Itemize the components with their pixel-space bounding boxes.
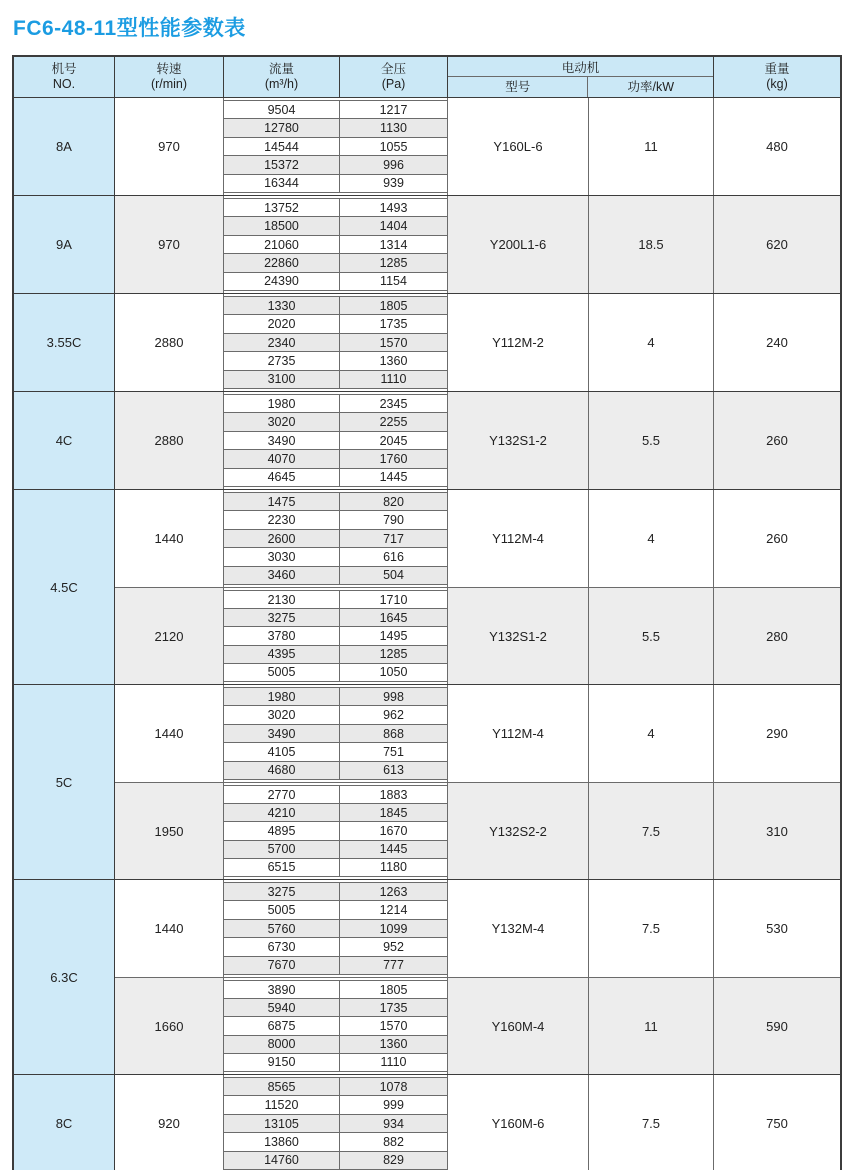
pressure-value: 996	[383, 157, 404, 172]
table-row	[224, 1114, 447, 1132]
table-row	[224, 412, 447, 430]
table-row	[224, 626, 447, 644]
section-rows	[115, 98, 840, 195]
motor-power-cell: 7.5	[589, 783, 714, 879]
table-row	[224, 333, 447, 351]
pressure-value: 1130	[380, 121, 407, 136]
table-row	[224, 510, 447, 528]
speed-subgroup	[115, 98, 840, 195]
machine-no-cell: 4.5C	[14, 490, 115, 684]
table-row	[224, 449, 447, 467]
weight-cell: 260	[714, 392, 840, 489]
flow-value: 1980	[224, 688, 340, 705]
speed-subgroup	[115, 685, 840, 782]
weight-cell: 310	[714, 783, 840, 879]
speed-subgroup	[115, 392, 840, 489]
table-row	[224, 858, 447, 876]
page-title: FC6-48-11型性能参数表	[13, 17, 246, 40]
pressure-value: 1710	[379, 592, 408, 607]
table-row	[224, 742, 447, 760]
motor-model-cell: Y160M-4	[448, 978, 589, 1074]
pressure-value: 1285	[379, 255, 408, 270]
header-flow	[224, 57, 340, 97]
section-rows	[115, 685, 840, 879]
flow-value: 3275	[224, 883, 340, 900]
flow-value: 13105	[224, 1115, 340, 1132]
speed-cell: 1660	[115, 978, 224, 1074]
header-motor-model: 型号	[448, 77, 588, 97]
table-row	[224, 1095, 447, 1113]
pressure-value: 751	[383, 744, 404, 759]
section-rows	[115, 880, 840, 1074]
pressure-value: 790	[383, 513, 404, 528]
flow-pressure-rows	[224, 590, 447, 682]
table-row	[224, 883, 447, 900]
table-row	[224, 1035, 447, 1053]
flow-value: 5005	[224, 664, 340, 681]
pressure-value: 1050	[379, 665, 408, 680]
section-rows	[115, 490, 840, 684]
speed-cell: 2880	[115, 294, 224, 391]
flow-pressure-rows	[224, 785, 447, 877]
pressure-value: 952	[383, 939, 404, 954]
table-row	[224, 786, 447, 803]
speed-subgroup	[115, 1075, 840, 1170]
table-row	[224, 216, 447, 234]
pressure-value: 1285	[379, 647, 408, 662]
pressure-value: 939	[383, 176, 404, 191]
header-weight-unit: (kg)	[766, 77, 788, 91]
flow-value: 3490	[224, 725, 340, 742]
pressure-value: 1805	[379, 982, 408, 997]
pressure-value: 1845	[379, 805, 408, 820]
pressure-value: 1214	[379, 903, 408, 918]
flow-value: 15372	[224, 156, 340, 173]
pressure-value: 1493	[379, 200, 408, 215]
speed-cell: 2120	[115, 588, 224, 684]
motor-model-cell: Y132S1-2	[448, 588, 589, 684]
table-row	[224, 956, 447, 974]
flow-value: 8000	[224, 1036, 340, 1053]
table-row	[224, 566, 447, 584]
flow-pressure-rows	[224, 1077, 447, 1170]
flow-value: 7670	[224, 957, 340, 974]
table-row	[224, 1132, 447, 1150]
pressure-value: 868	[383, 726, 404, 741]
flow-value: 13860	[224, 1133, 340, 1150]
table-body	[14, 97, 840, 1170]
flow-value: 8565	[224, 1078, 340, 1095]
flow-value: 4895	[224, 822, 340, 839]
table-row	[224, 1053, 447, 1071]
section-rows	[115, 294, 840, 391]
flow-pressure-rows	[224, 198, 447, 291]
pressure-value: 998	[383, 689, 404, 704]
table-row	[224, 468, 447, 486]
flow-value: 3020	[224, 706, 340, 723]
motor-power-cell: 7.5	[589, 880, 714, 977]
pressure-value: 1445	[379, 842, 408, 857]
motor-power-cell: 11	[589, 978, 714, 1074]
table-row	[224, 493, 447, 510]
pressure-value: 1404	[379, 219, 408, 234]
header-motor-power: 功率/kW	[627, 79, 674, 94]
pressure-value: 1445	[379, 470, 408, 485]
weight-cell: 290	[714, 685, 840, 782]
flow-value: 14760	[224, 1152, 340, 1169]
speed-subgroup	[115, 294, 840, 391]
flow-value: 5700	[224, 841, 340, 858]
header-machine-no-en: NO.	[52, 77, 76, 91]
flow-pressure-block	[224, 98, 448, 195]
flow-pressure-rows	[224, 882, 447, 975]
table-row	[224, 919, 447, 937]
table-header	[14, 57, 840, 97]
motor-power-cell: 4	[589, 685, 714, 782]
pressure-value: 613	[383, 763, 404, 778]
table-row	[224, 253, 447, 271]
header-flow-label: 流量	[268, 62, 294, 76]
pressure-value: 2345	[379, 396, 408, 411]
flow-pressure-block	[224, 978, 448, 1074]
flow-value: 4395	[224, 646, 340, 663]
header-speed-unit: (r/min)	[150, 77, 188, 91]
table-row	[224, 370, 447, 388]
flow-pressure-rows	[224, 687, 447, 780]
weight-cell: 480	[714, 98, 840, 195]
pressure-value: 1314	[379, 237, 408, 252]
weight-cell: 590	[714, 978, 840, 1074]
table-section	[14, 293, 840, 391]
flow-pressure-block	[224, 1075, 448, 1170]
pressure-value: 1110	[380, 1055, 407, 1070]
pressure-value: 1180	[380, 860, 407, 875]
motor-model-cell: Y200L1-6	[448, 196, 589, 293]
speed-subgroup	[115, 490, 840, 587]
flow-value: 3890	[224, 981, 340, 998]
header-speed-label: 转速	[156, 62, 182, 76]
flow-value: 4070	[224, 450, 340, 467]
flow-pressure-block	[224, 880, 448, 977]
motor-power-cell: 4	[589, 294, 714, 391]
header-motor: 电动机	[448, 57, 713, 77]
flow-value: 3275	[224, 609, 340, 626]
flow-value: 3780	[224, 627, 340, 644]
flow-pressure-block	[224, 783, 448, 879]
table-section	[14, 879, 840, 1074]
motor-model-cell: Y132M-4	[448, 880, 589, 977]
table-row	[224, 137, 447, 155]
table-row	[224, 821, 447, 839]
pressure-value: 717	[383, 531, 404, 546]
table-row	[224, 297, 447, 314]
flow-value: 4105	[224, 743, 340, 760]
flow-pressure-block	[224, 490, 448, 587]
pressure-value: 504	[383, 568, 404, 583]
flow-value: 18500	[224, 217, 340, 234]
pressure-value: 1645	[379, 610, 408, 625]
pressure-value: 1154	[380, 274, 407, 289]
flow-value: 24390	[224, 273, 340, 290]
pressure-value: 1055	[379, 139, 408, 154]
flow-value: 5940	[224, 999, 340, 1016]
table-row	[224, 688, 447, 705]
header-speed	[115, 57, 224, 97]
table-row	[224, 351, 447, 369]
table-row	[224, 118, 447, 136]
flow-value: 1475	[224, 493, 340, 510]
motor-power-cell: 11	[589, 98, 714, 195]
header-motor-group	[448, 57, 714, 97]
header-machine-no	[14, 57, 115, 97]
motor-power-cell: 5.5	[589, 588, 714, 684]
motor-model-cell: Y132S1-2	[448, 392, 589, 489]
speed-cell: 1440	[115, 490, 224, 587]
table-row	[224, 937, 447, 955]
table-section	[14, 391, 840, 489]
pressure-value: 1570	[379, 335, 408, 350]
table-row	[224, 608, 447, 626]
pressure-value: 777	[383, 958, 404, 973]
pressure-value: 829	[383, 1153, 404, 1168]
machine-no-cell: 4C	[14, 392, 115, 489]
flow-value: 6515	[224, 859, 340, 876]
table-section	[14, 195, 840, 293]
speed-subgroup	[115, 196, 840, 293]
pressure-value: 820	[383, 494, 404, 509]
section-rows	[115, 392, 840, 489]
pressure-value: 1495	[379, 629, 408, 643]
flow-pressure-rows	[224, 394, 447, 487]
motor-model-cell: Y112M-4	[448, 490, 589, 587]
table-row	[224, 1151, 447, 1169]
flow-value: 1330	[224, 297, 340, 314]
motor-power-cell: 18.5	[589, 196, 714, 293]
flow-value: 22860	[224, 254, 340, 271]
flow-pressure-block	[224, 196, 448, 293]
header-pressure	[340, 57, 448, 97]
table-row	[224, 314, 447, 332]
table-row	[224, 981, 447, 998]
speed-subgroup	[115, 880, 840, 977]
flow-value: 5005	[224, 901, 340, 918]
flow-value: 21060	[224, 236, 340, 253]
pressure-value: 1360	[379, 1037, 408, 1052]
flow-value: 3020	[224, 413, 340, 430]
machine-no-cell: 9A	[14, 196, 115, 293]
flow-pressure-rows	[224, 100, 447, 193]
pressure-value: 2255	[379, 415, 408, 430]
table-row	[224, 235, 447, 253]
header-pressure-unit: (Pa)	[381, 77, 406, 91]
table-row	[224, 547, 447, 565]
pressure-value: 1883	[379, 787, 408, 802]
flow-pressure-block	[224, 685, 448, 782]
pressure-value: 1217	[379, 102, 408, 117]
speed-cell: 1440	[115, 685, 224, 782]
pressure-value: 1099	[379, 921, 408, 936]
flow-value: 4645	[224, 469, 340, 486]
flow-value: 2340	[224, 334, 340, 351]
pressure-value: 882	[383, 1134, 404, 1149]
flow-value: 3460	[224, 567, 340, 584]
flow-value: 9150	[224, 1054, 340, 1071]
machine-no-cell: 3.55C	[14, 294, 115, 391]
table-section	[14, 97, 840, 195]
weight-cell: 620	[714, 196, 840, 293]
pressure-value: 1360	[379, 353, 408, 368]
table-row	[224, 705, 447, 723]
table-row	[224, 431, 447, 449]
table-row	[224, 840, 447, 858]
flow-value: 6875	[224, 1017, 340, 1034]
speed-subgroup	[115, 587, 840, 684]
speed-cell: 2880	[115, 392, 224, 489]
flow-value: 3490	[224, 432, 340, 449]
table-row	[224, 199, 447, 216]
table-row	[224, 803, 447, 821]
table-row	[224, 724, 447, 742]
weight-cell: 280	[714, 588, 840, 684]
flow-value: 11520	[224, 1096, 340, 1113]
machine-no-cell: 6.3C	[14, 880, 115, 1074]
weight-cell: 240	[714, 294, 840, 391]
header-flow-unit: (m³/h)	[264, 77, 299, 91]
table-row	[224, 529, 447, 547]
flow-value: 2130	[224, 591, 340, 608]
flow-value: 16344	[224, 175, 340, 192]
flow-value: 14544	[224, 138, 340, 155]
flow-value: 2230	[224, 511, 340, 528]
pressure-value: 962	[383, 708, 404, 723]
speed-cell: 970	[115, 98, 224, 195]
table-section	[14, 684, 840, 879]
table-row	[224, 272, 447, 290]
speed-cell: 920	[115, 1075, 224, 1170]
motor-model-cell: Y132S2-2	[448, 783, 589, 879]
pressure-value: 1670	[379, 824, 408, 838]
section-rows	[115, 1075, 840, 1170]
pressure-value: 2045	[379, 433, 408, 448]
pressure-value: 1735	[379, 1000, 408, 1015]
pressure-value: 1805	[379, 298, 408, 313]
header-weight-label: 重量	[764, 62, 790, 76]
flow-pressure-rows	[224, 492, 447, 585]
flow-value: 4210	[224, 804, 340, 821]
flow-pressure-rows	[224, 980, 447, 1072]
table-section	[14, 489, 840, 684]
table-row	[224, 395, 447, 412]
pressure-value: 1735	[379, 317, 408, 332]
machine-no-cell: 5C	[14, 685, 115, 879]
table-row	[224, 1078, 447, 1095]
pressure-value: 1570	[379, 1019, 408, 1033]
speed-subgroup	[115, 782, 840, 879]
speed-cell: 1950	[115, 783, 224, 879]
table-row	[224, 101, 447, 118]
header-weight	[714, 57, 840, 97]
flow-pressure-rows	[224, 296, 447, 389]
flow-value: 4680	[224, 762, 340, 779]
table-row	[224, 645, 447, 663]
flow-value: 6730	[224, 938, 340, 955]
speed-cell: 970	[115, 196, 224, 293]
flow-value: 12780	[224, 119, 340, 136]
pressure-value: 1760	[379, 451, 408, 466]
flow-value: 1980	[224, 395, 340, 412]
weight-cell: 260	[714, 490, 840, 587]
motor-model-cell: Y112M-2	[448, 294, 589, 391]
weight-cell: 750	[714, 1075, 840, 1170]
table-row	[224, 663, 447, 681]
motor-model-cell: Y112M-4	[448, 685, 589, 782]
header-pressure-label: 全压	[380, 62, 406, 76]
motor-model-cell: Y160M-6	[448, 1075, 589, 1170]
pressure-value: 1110	[380, 372, 407, 387]
machine-no-cell: 8C	[14, 1075, 115, 1170]
speed-cell: 1440	[115, 880, 224, 977]
table-row	[224, 155, 447, 173]
table-row	[224, 900, 447, 918]
motor-model-cell: Y160L-6	[448, 98, 589, 195]
table-row	[224, 761, 447, 779]
flow-value: 5760	[224, 920, 340, 937]
speed-subgroup	[115, 977, 840, 1074]
header-machine-no-cn: 机号	[51, 62, 77, 76]
flow-value: 3100	[224, 371, 340, 388]
flow-value: 2770	[224, 786, 340, 803]
motor-power-cell: 7.5	[589, 1075, 714, 1170]
pressure-value: 616	[383, 549, 404, 564]
weight-cell: 530	[714, 880, 840, 977]
flow-value: 2735	[224, 352, 340, 369]
performance-table	[12, 55, 842, 1170]
table-row	[224, 998, 447, 1016]
flow-value: 13752	[224, 199, 340, 216]
pressure-value: 934	[383, 1116, 404, 1131]
pressure-value: 1078	[379, 1079, 408, 1094]
table-row	[224, 174, 447, 192]
flow-value: 3030	[224, 548, 340, 565]
pressure-value: 1263	[379, 884, 408, 899]
pressure-value: 999	[383, 1098, 404, 1113]
section-rows	[115, 196, 840, 293]
flow-pressure-block	[224, 392, 448, 489]
motor-power-cell: 4	[589, 490, 714, 587]
machine-no-cell: 8A	[14, 98, 115, 195]
table-row	[224, 1016, 447, 1034]
flow-value: 2020	[224, 315, 340, 332]
flow-pressure-block	[224, 588, 448, 684]
flow-pressure-block	[224, 294, 448, 391]
table-row	[224, 591, 447, 608]
table-section	[14, 1074, 840, 1170]
motor-power-cell: 5.5	[589, 392, 714, 489]
flow-value: 9504	[224, 101, 340, 118]
flow-value: 2600	[224, 530, 340, 547]
